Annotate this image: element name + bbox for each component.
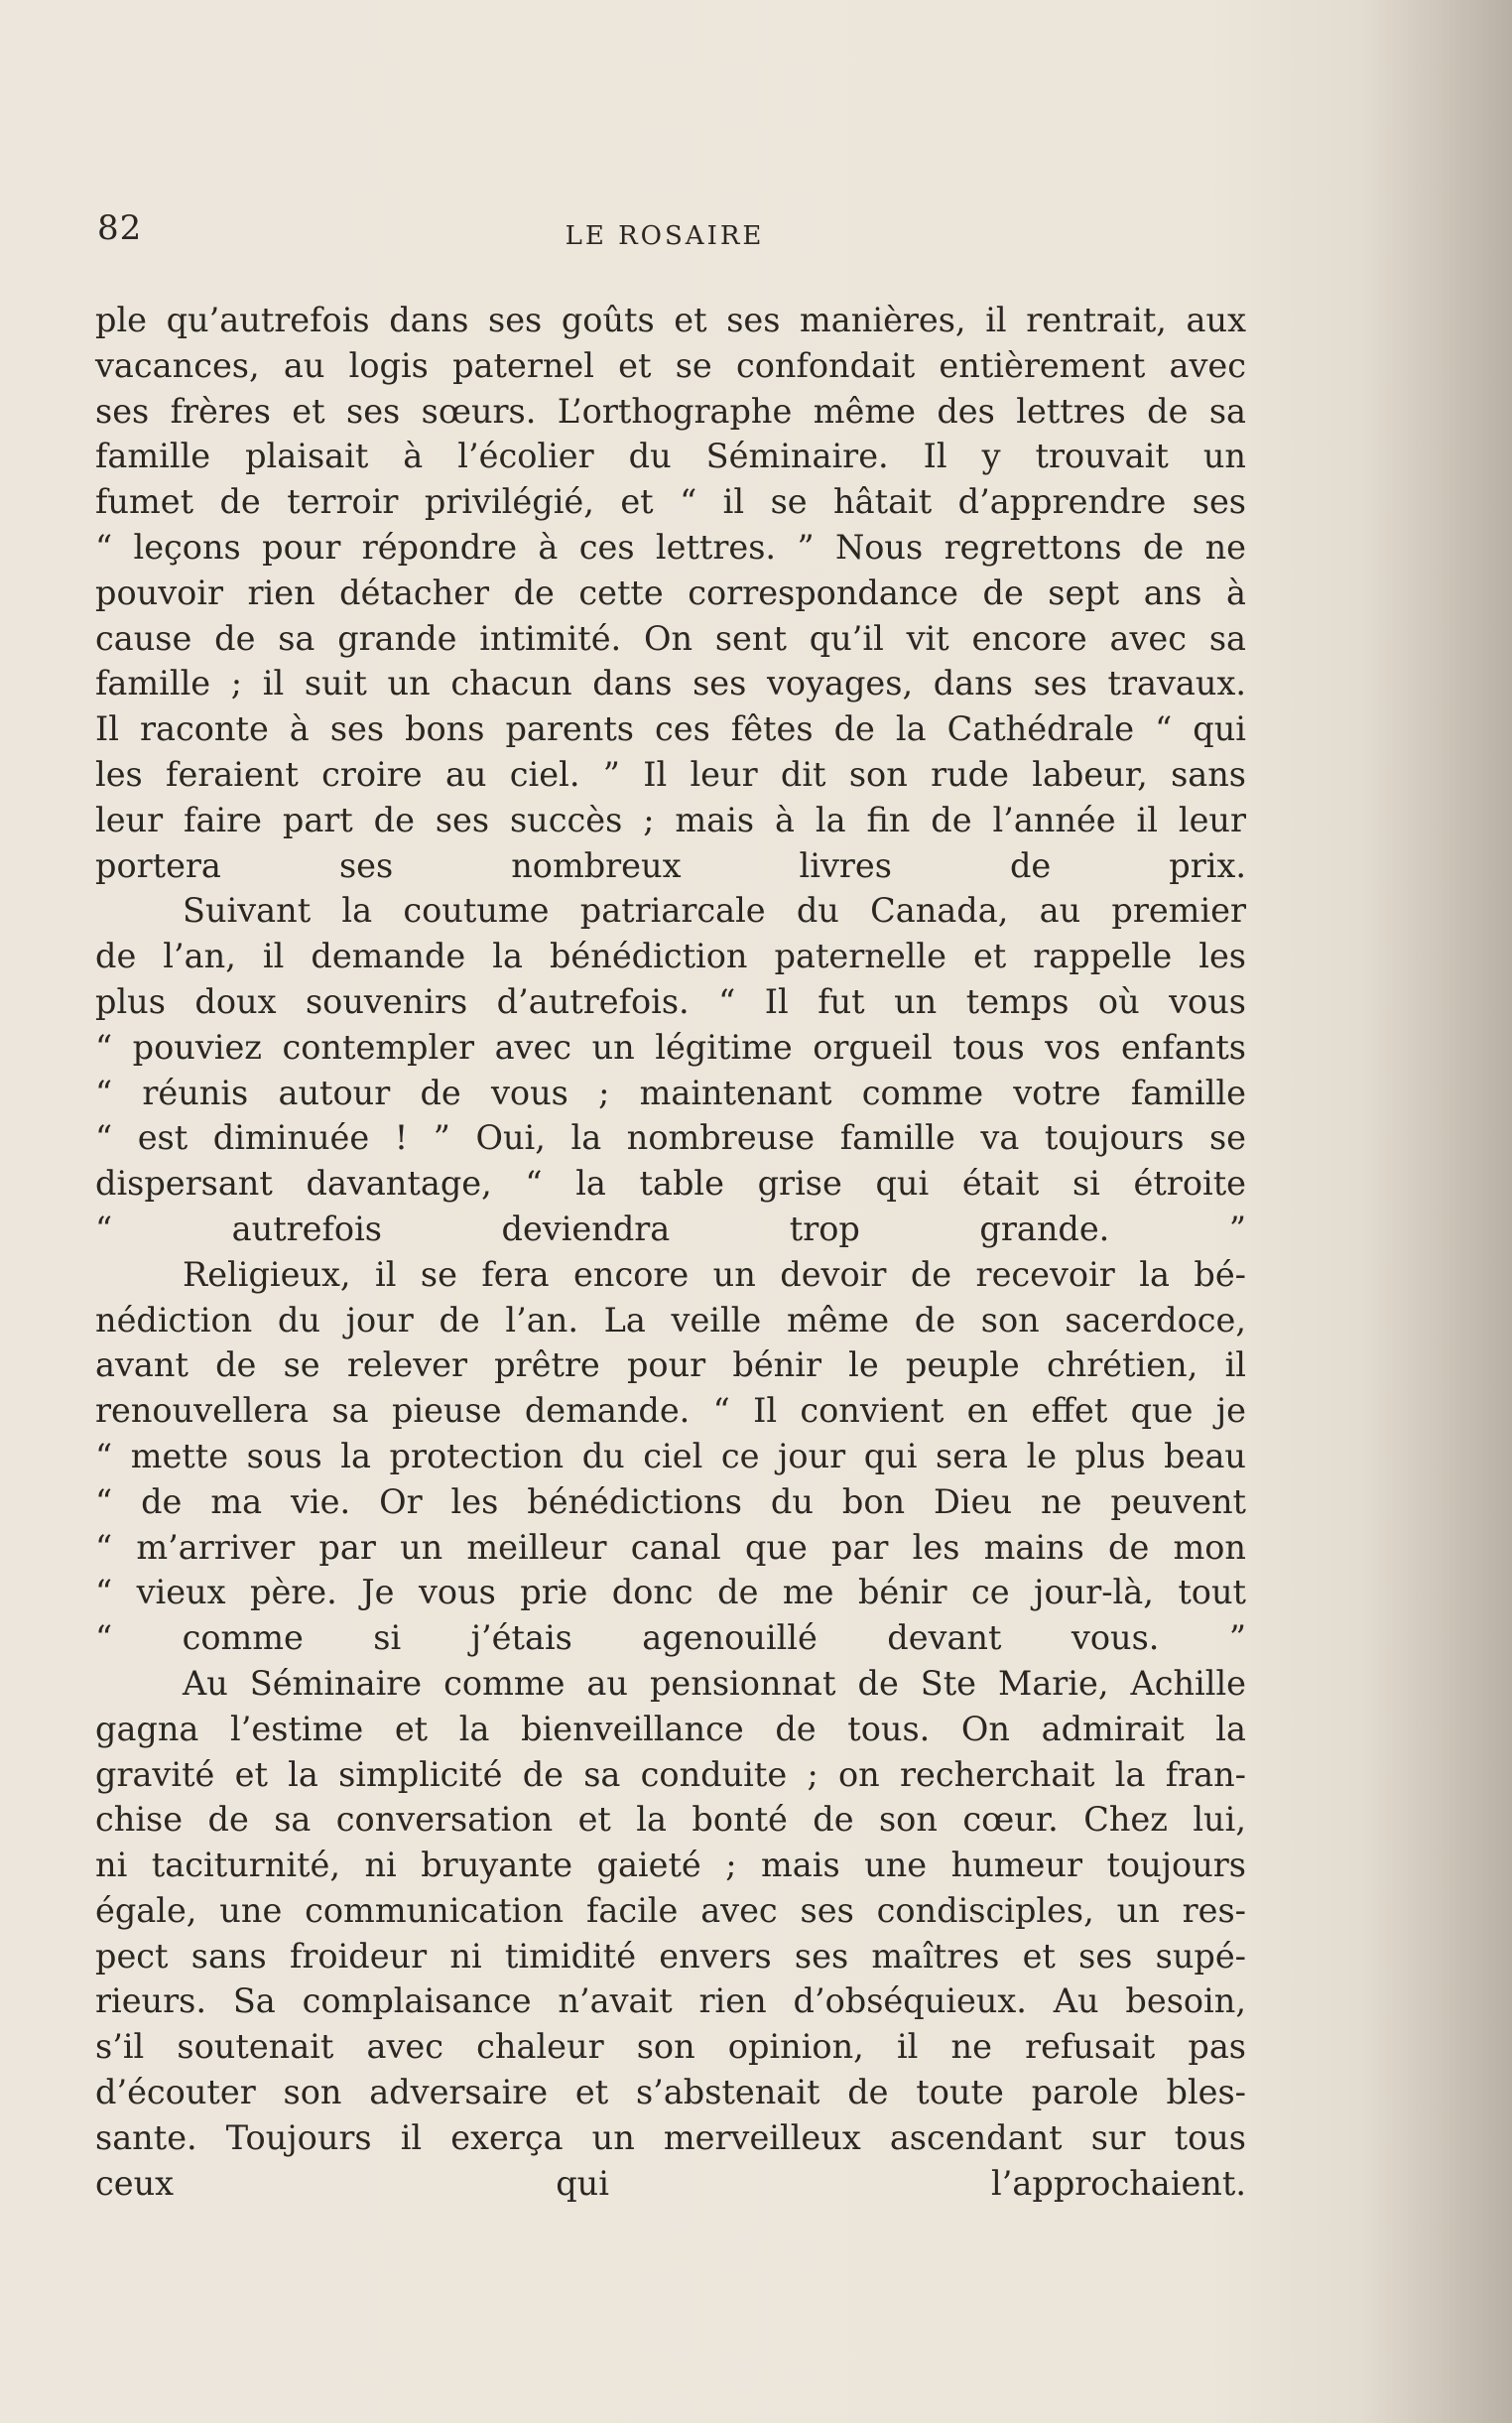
text-line: sante. Toujours il exerça un merveilleux ascendant sur tous: [95, 2117, 1246, 2157]
text-line: “ m’arriver par un meilleur canal que par les mains de mon: [95, 1527, 1246, 1567]
text-line: Religieux, il se fera encore un devoir de recevoir la bé-: [183, 1254, 1246, 1294]
text-line: “ leçons pour répondre à ces lettres. ” Nous regrettons de ne: [95, 527, 1246, 567]
text-line: fumet de terroir privilégié, et “ il se hâtait d’apprendre ses: [95, 482, 1246, 522]
paragraph-2: [95, 888, 1246, 1251]
text-line: plus doux souvenirs d’autrefois. “ Il fut un temps où vous: [95, 981, 1246, 1021]
text-line: “ est diminuée ! ” Oui, la nombreuse famille va toujours se: [95, 1118, 1246, 1158]
paragraph-3: [95, 1252, 1246, 1661]
text-line-last: portera ses nombreux livres de prix.: [95, 845, 1246, 885]
text-line-last: ceux qui l’approchaient.: [95, 2163, 1246, 2203]
text-line: “ de ma vie. Or les bénédictions du bon Dieu ne peuvent: [95, 1481, 1246, 1521]
text-line: leur faire part de ses succès ; mais à la fin de l’année il leur: [95, 800, 1246, 839]
text-line: ses frères et ses sœurs. L’orthographe même des lettres de sa: [95, 391, 1246, 431]
text-line-last: “ comme si j’étais agenouillé devant vous. ”: [95, 1618, 1246, 1658]
text-line-last: “ autrefois deviendra trop grande. ”: [95, 1209, 1246, 1248]
text-line: de l’an, il demande la bénédiction paternelle et rappelle les: [95, 937, 1246, 976]
body-text: [95, 298, 1246, 2206]
text-line: chise de sa conversation et la bonté de son cœur. Chez lui,: [95, 1800, 1246, 1840]
text-line: ni taciturnité, ni bruyante gaieté ; mais une humeur toujours: [95, 1846, 1246, 1885]
text-line: dispersant davantage, “ la table grise qui était si étroite: [95, 1164, 1246, 1204]
text-line: rieurs. Sa complaisance n’avait rien d’obséquieux. Au besoin,: [95, 1981, 1246, 2021]
text-line: nédiction du jour de l’an. La veille même de son sacerdoce,: [95, 1300, 1246, 1339]
text-line: pouvoir rien détacher de cette correspondance de sept ans à: [95, 573, 1246, 612]
text-line: s’il soutenait avec chaleur son opinion, il ne refusait pas: [95, 2027, 1246, 2067]
text-line: avant de se relever prêtre pour bénir le peuple chrétien, il: [95, 1345, 1246, 1385]
text-line: “ réunis autour de vous ; maintenant comme votre famille: [95, 1073, 1246, 1112]
text-line: Suivant la coutume patriarcale du Canada, au premier: [183, 891, 1246, 931]
text-line: Il raconte à ses bons parents ces fêtes de la Cathédrale “ qui: [95, 709, 1246, 749]
text-line: ple qu’autrefois dans ses goûts et ses manières, il rentrait, aux: [95, 301, 1246, 339]
text-line: “ pouviez contempler avec un légitime orgueil tous vos enfants: [95, 1027, 1246, 1067]
text-line: gravité et la simplicité de sa conduite ; on recherchait la fran-: [95, 1754, 1246, 1794]
text-line: Au Séminaire comme au pensionnat de Ste Marie, Achille: [183, 1663, 1246, 1703]
paragraph-1: [95, 298, 1246, 888]
text-line: renouvellera sa pieuse demande. “ Il convient en effet que je: [95, 1391, 1246, 1431]
text-line: d’écouter son adversaire et s’abstenait de toute parole bles-: [95, 2073, 1246, 2112]
running-title: LE ROSAIRE: [565, 221, 765, 251]
text-line: vacances, au logis paternel et se confondait entièrement avec: [95, 345, 1246, 385]
text-line: égale, une communication facile avec ses condisciples, un res-: [95, 1890, 1246, 1930]
page-number: 82: [97, 208, 143, 248]
text-line: pect sans froideur ni timidité envers ses maîtres et ses supé-: [95, 1936, 1246, 1976]
text-line: cause de sa grande intimité. On sent qu’il vit encore avec sa: [95, 618, 1246, 658]
paragraph-4: [95, 1661, 1246, 2207]
text-line: les feraient croire au ciel. ” Il leur dit son rude labeur, sans: [95, 754, 1246, 794]
text-line: “ mette sous la protection du ciel ce jour qui sera le plus beau: [95, 1436, 1246, 1475]
text-line: famille plaisait à l’écolier du Séminaire. Il y trouvait un: [95, 437, 1246, 476]
text-line: gagna l’estime et la bienveillance de tous. On admirait la: [95, 1709, 1246, 1748]
text-line: “ vieux père. Je vous prie donc de me bénir ce jour-là, tout: [95, 1573, 1246, 1612]
text-line: famille ; il suit un chacun dans ses voyages, dans ses travaux.: [95, 664, 1246, 703]
